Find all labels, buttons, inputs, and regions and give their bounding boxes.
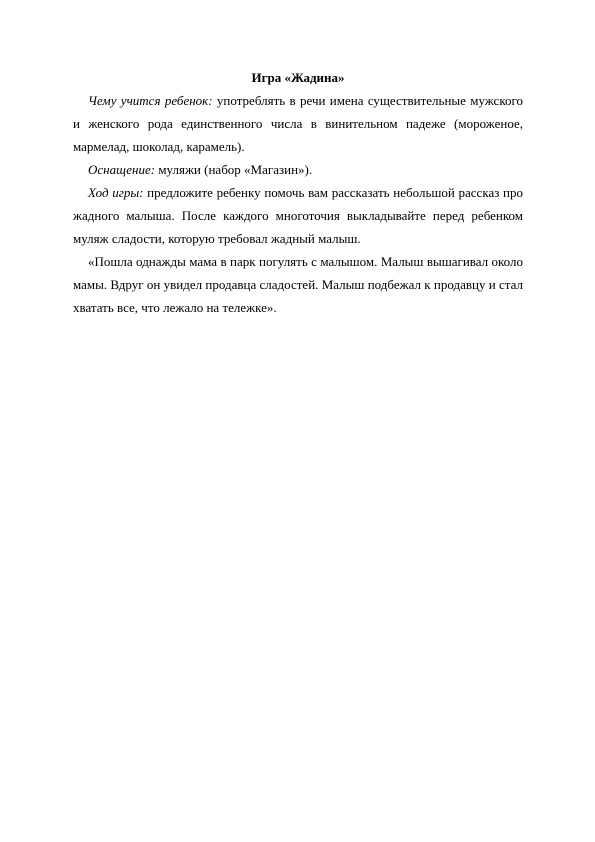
paragraph-text: предложите ребенку помочь вам рассказать небольшой рассказ про жадного малыша. После каждого многоточия выкладывайте перед ребенком муляж сладости, которую требовал жадный малыш. xyxy=(73,185,523,246)
paragraph-text: употреблять в речи имена существительные мужского и женского рода единственного числа в винительном падеже (мороженое, мармелад, шоколад, карамель). xyxy=(73,93,523,154)
paragraph-lead: Чему учится ребенок: xyxy=(88,93,213,108)
paragraph-text: муляжи (набор «Магазин»). xyxy=(155,162,313,177)
paragraph-lead: Оснащение: xyxy=(88,162,156,177)
paragraph-lead: Ход игры: xyxy=(88,185,144,200)
document-page xyxy=(73,66,523,319)
paragraph-story xyxy=(73,250,523,319)
paragraph-game-procedure xyxy=(73,181,523,250)
document-title: Игра «Жадина» xyxy=(251,70,345,85)
paragraph-equipment xyxy=(73,158,523,181)
paragraph-learning-goal xyxy=(73,89,523,158)
paragraph-text: «Пошла однажды мама в парк погулять с малышом. Малыш вышагивал около мамы. Вдруг он увидел продавца сладостей. Малыш подбежал к продавцу и стал хватать все, что лежало на тележке». xyxy=(73,254,523,315)
